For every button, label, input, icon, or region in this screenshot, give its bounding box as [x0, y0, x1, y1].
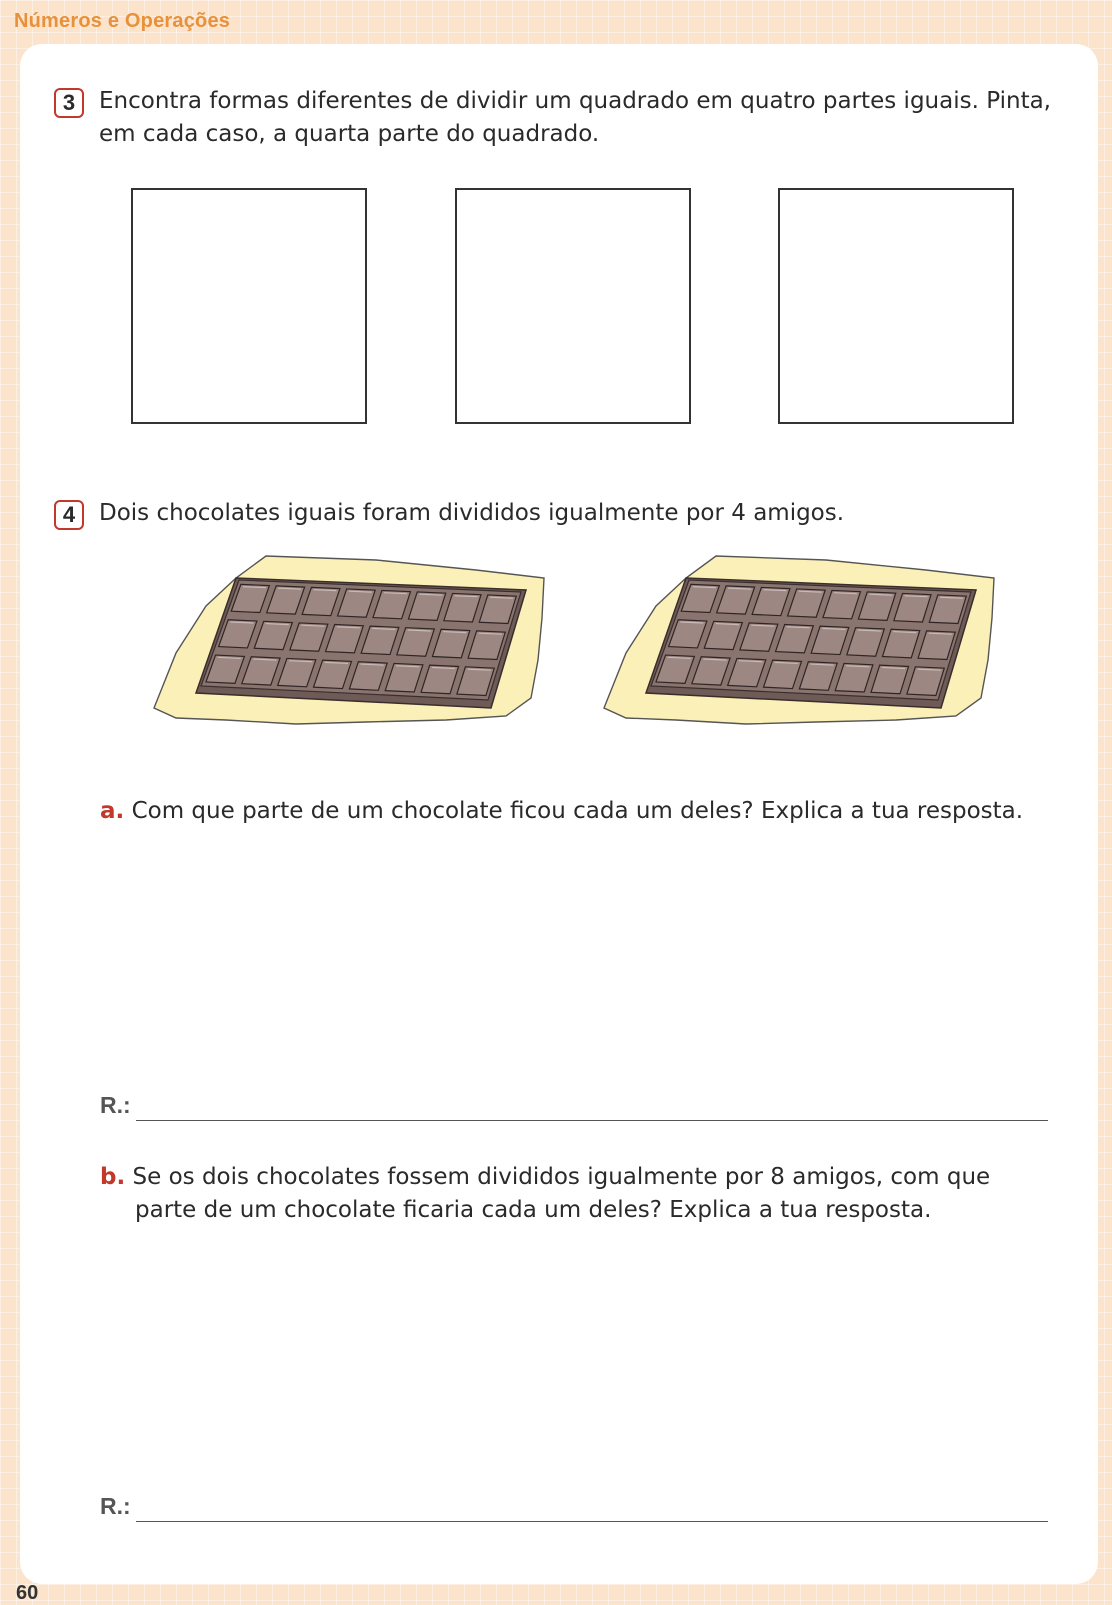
question-4a — [100, 795, 1050, 828]
square-3[interactable] — [778, 188, 1014, 424]
square-1[interactable] — [131, 188, 367, 424]
question-4b-letter: b. — [100, 1164, 126, 1190]
answer-row-a — [100, 1092, 1048, 1128]
section-header: Números e Operações — [14, 10, 231, 32]
question-4b-text: Se os dois chocolates fossem divididos igualmente por 8 amigos, com que parte de um chocolate ficaria cada um deles? Explica a tua resposta. — [132, 1164, 991, 1223]
chocolate-bar-2 — [596, 548, 1001, 733]
answer-line-b[interactable] — [136, 1521, 1048, 1522]
question-4a-letter: a. — [100, 798, 125, 824]
question-3-text: Encontra formas diferentes de dividir um quadrado em quatro partes iguais. Pinta, em cada caso, a quarta parte do quadrado. — [99, 88, 1051, 147]
answer-row-b — [100, 1493, 1048, 1529]
answer-line-a[interactable] — [136, 1120, 1048, 1121]
question-4-number: 4 — [54, 500, 84, 530]
question-3-number: 3 — [54, 88, 84, 118]
answer-label-b: R.: — [100, 1493, 131, 1519]
answer-label-a: R.: — [100, 1092, 131, 1118]
question-4a-text: Com que parte de um chocolate ficou cada um deles? Explica a tua resposta. — [131, 798, 1024, 824]
question-4-text: Dois chocolates iguais foram divididos igualmente por 4 amigos. — [99, 500, 845, 526]
page-number: 60 — [16, 1582, 39, 1604]
question-4b — [100, 1161, 1050, 1227]
square-2[interactable] — [455, 188, 691, 424]
chocolate-bar-1 — [146, 548, 551, 733]
